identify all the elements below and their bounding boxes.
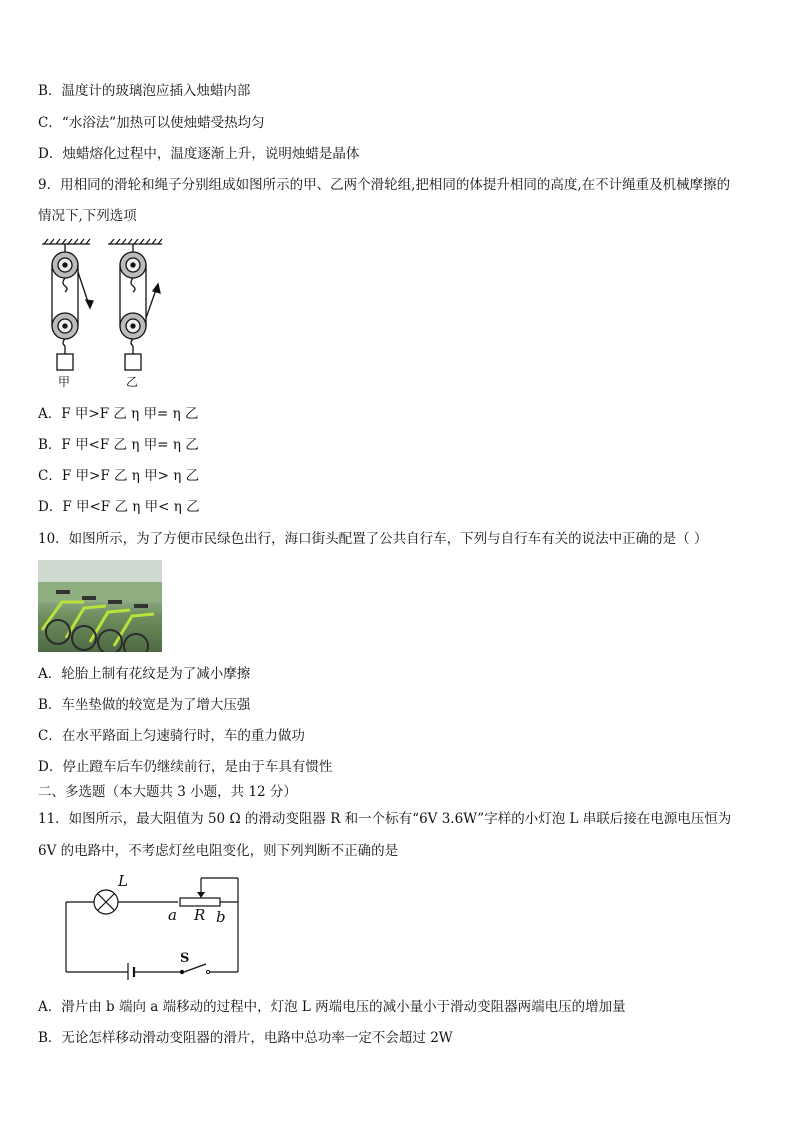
option-text: 轮胎上制有花纹是为了减小摩擦	[61, 666, 251, 682]
option-text: F 甲>F 乙 η 甲> η 乙	[61, 468, 200, 484]
option-text: 车坐垫做的较宽是为了增大压强	[61, 697, 251, 713]
option-text: 停止蹬车后车仍继续前行，是由于车具有惯性	[62, 759, 333, 775]
q11-option-b	[38, 1029, 453, 1047]
option-text: 滑片由 b 端向 a 端移动的过程中，灯泡 L 两端电压的减小量小于滑动变阻器两端电压的增加量	[61, 999, 626, 1015]
fig-label-yi: 乙	[126, 375, 139, 389]
option-label: D．	[38, 146, 63, 162]
option-text: 无论怎样移动滑动变阻器的滑片，电路中总功率一定不会超过 2W	[61, 1030, 453, 1046]
option-text: 在水平路面上匀速骑行时，车的重力做功	[61, 728, 305, 744]
q10-stem: 10．如图所示，为了方便市民绿色出行，海口街头配置了公共自行车，下列与自行车有关的说法中正确的是（ ）	[38, 531, 708, 547]
option-label: A．	[38, 406, 62, 422]
option-label: D．	[38, 499, 63, 515]
pulley-yi	[120, 244, 160, 370]
q10-option-a	[38, 665, 250, 683]
option-label: C．	[38, 115, 62, 131]
option-label: B．	[38, 83, 62, 99]
terminal-b-label: b	[216, 908, 226, 926]
option-text: F 甲<F 乙 η 甲= η 乙	[61, 437, 199, 453]
option-label: C．	[38, 728, 62, 744]
option-label: B．	[38, 437, 62, 453]
option-label: B．	[38, 697, 62, 713]
section-heading: 二、多选题（本大题共 3 小题，共 12 分）	[38, 784, 297, 800]
q8-option-c	[38, 114, 265, 132]
q9-stem-line1: 9．用相同的滑轮和绳子分别组成如图所示的甲、乙两个滑轮组,把相同的体提升相同的高度,在不计绳重及机械摩擦的	[38, 177, 731, 193]
q9-stem-line2: 情况下,下列选项	[38, 208, 137, 224]
ceiling-jia	[42, 239, 90, 244]
circuit-diagram	[58, 872, 248, 980]
switch-label: S	[180, 951, 190, 966]
pulley-figure	[38, 238, 168, 392]
lamp-label: L	[118, 872, 128, 890]
q8-option-b	[38, 82, 250, 100]
q9-option-d	[38, 498, 200, 516]
q11-option-a	[38, 998, 626, 1016]
bicycle-illustration	[38, 560, 162, 652]
option-label: B．	[38, 1030, 62, 1046]
option-text: 温度计的玻璃泡应插入烛蜡内部	[61, 83, 251, 99]
q10-option-b	[38, 696, 250, 714]
q11-stem-line1: 11．如图所示，最大阻值为 50 Ω 的滑动变阻器 R 和一个标有“6V 3.6W”字样的小灯泡 L 串联后接在电源电压恒为	[38, 811, 732, 827]
option-label: A．	[38, 999, 62, 1015]
q8-option-d	[38, 145, 359, 163]
q9-option-b	[38, 436, 199, 454]
bicycle-photo	[38, 560, 162, 652]
option-text: 烛蜡熔化过程中，温度逐渐上升，说明烛蜡是晶体	[62, 146, 360, 162]
q9-option-a	[38, 405, 199, 423]
option-text: F 甲>F 乙 η 甲= η 乙	[61, 406, 199, 422]
option-label: C．	[38, 468, 62, 484]
q10-option-c	[38, 727, 305, 745]
q9-option-c	[38, 467, 199, 485]
terminal-a-label: a	[168, 906, 177, 924]
q11-stem-line2: 6V 的电路中，不考虑灯丝电阻变化，则下列判断不正确的是	[38, 843, 399, 859]
option-text: “水浴法”加热可以使烛蜡受热均匀	[61, 115, 265, 131]
option-label: D．	[38, 759, 63, 775]
option-label: A．	[38, 666, 62, 682]
option-text: F 甲<F 乙 η 甲< η 乙	[62, 499, 200, 515]
ceiling-yi	[108, 239, 162, 244]
rheostat-label: R	[194, 906, 206, 924]
q10-option-d	[38, 758, 332, 776]
pulley-jia	[52, 244, 93, 370]
fig-label-jia: 甲	[58, 375, 71, 389]
